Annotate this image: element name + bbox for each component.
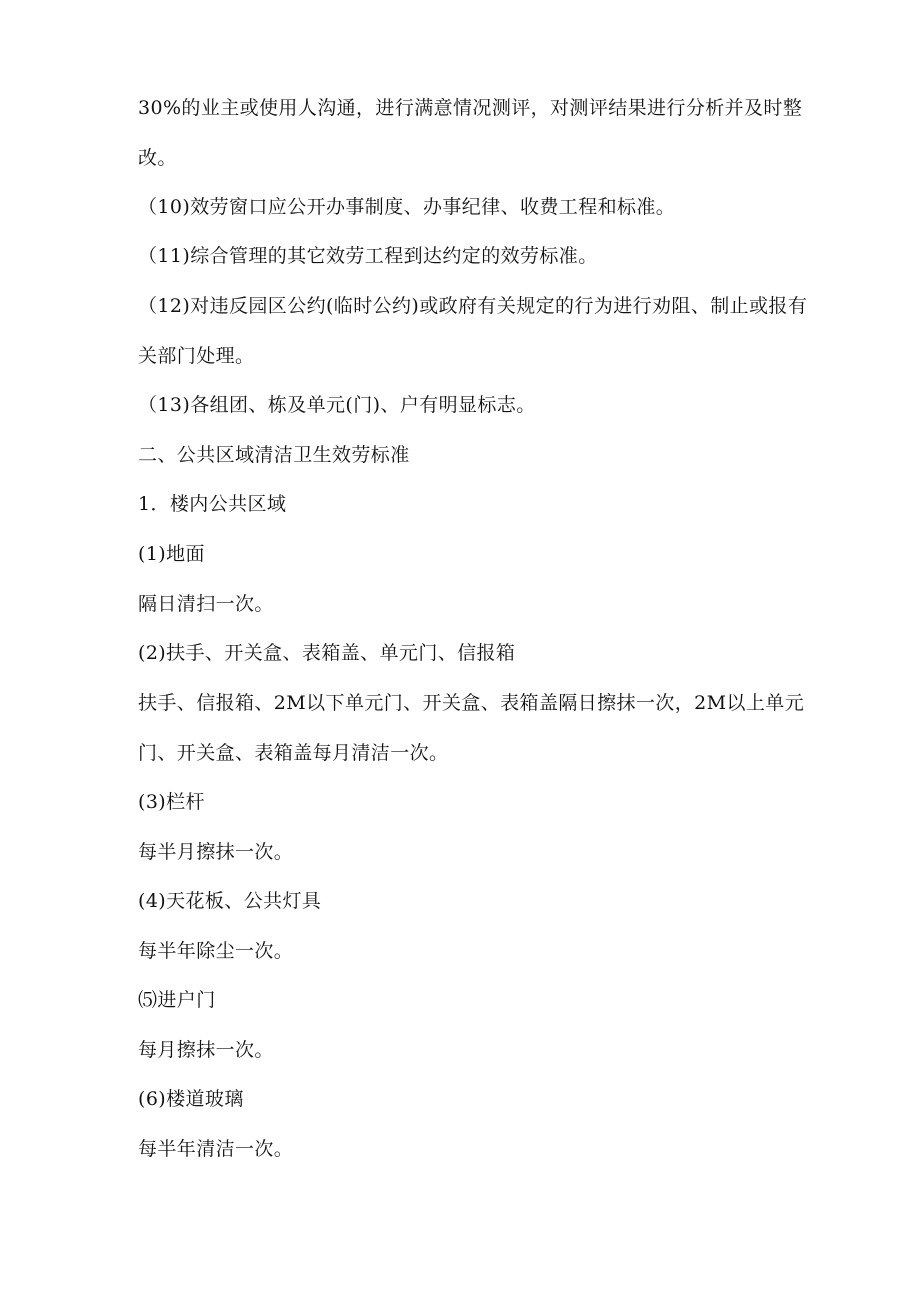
subsection-heading: 1．楼内公共区域 xyxy=(138,493,287,515)
item-heading: (2)扶手、开关盒、表箱盖、单元门、信报箱 xyxy=(138,642,516,664)
item-heading: (4)天花板、公共灯具 xyxy=(138,890,322,912)
paragraph-line: 门、开关盒、表箱盖每月清洁一次。 xyxy=(138,742,449,764)
paragraph-line: 每月擦抹一次。 xyxy=(138,1039,274,1061)
paragraph-line: 30%的业主或使用人沟通，进行满意情况测评，对测评结果进行分析并及时整 xyxy=(138,97,803,119)
paragraph-line: 每半年清洁一次。 xyxy=(138,1138,294,1160)
list-item-12: （12)对违反园区公约(临时公约)或政府有关规定的行为进行劝阻、制止或报有 xyxy=(138,295,808,317)
list-item-13: （13)各组团、栋及单元(门)、户有明显标志。 xyxy=(138,394,536,416)
item-heading: (6)楼道玻璃 xyxy=(138,1088,244,1110)
list-item-10: （10)效劳窗口应公开办事制度、办事纪律、收费工程和标准。 xyxy=(138,196,676,218)
item-heading: ⑸进户门 xyxy=(138,989,216,1011)
item-heading: (1)地面 xyxy=(138,543,205,565)
list-item-11: （11)综合管理的其它效劳工程到达约定的效劳标准。 xyxy=(138,245,598,267)
paragraph-line: 改。 xyxy=(138,147,177,169)
paragraph-line: 隔日清扫一次。 xyxy=(138,593,274,615)
paragraph-line: 每半年除尘一次。 xyxy=(138,940,294,962)
paragraph-line: 关部门处理。 xyxy=(138,345,255,367)
paragraph-line: 扶手、信报箱、2M以下单元门、开关盒、表箱盖隔日擦抹一次，2M以上单元 xyxy=(138,692,805,714)
paragraph-line: 每半月擦抹一次。 xyxy=(138,841,294,863)
item-heading: (3)栏杆 xyxy=(138,791,205,813)
section-heading: 二、公共区域清洁卫生效劳标准 xyxy=(138,444,410,466)
